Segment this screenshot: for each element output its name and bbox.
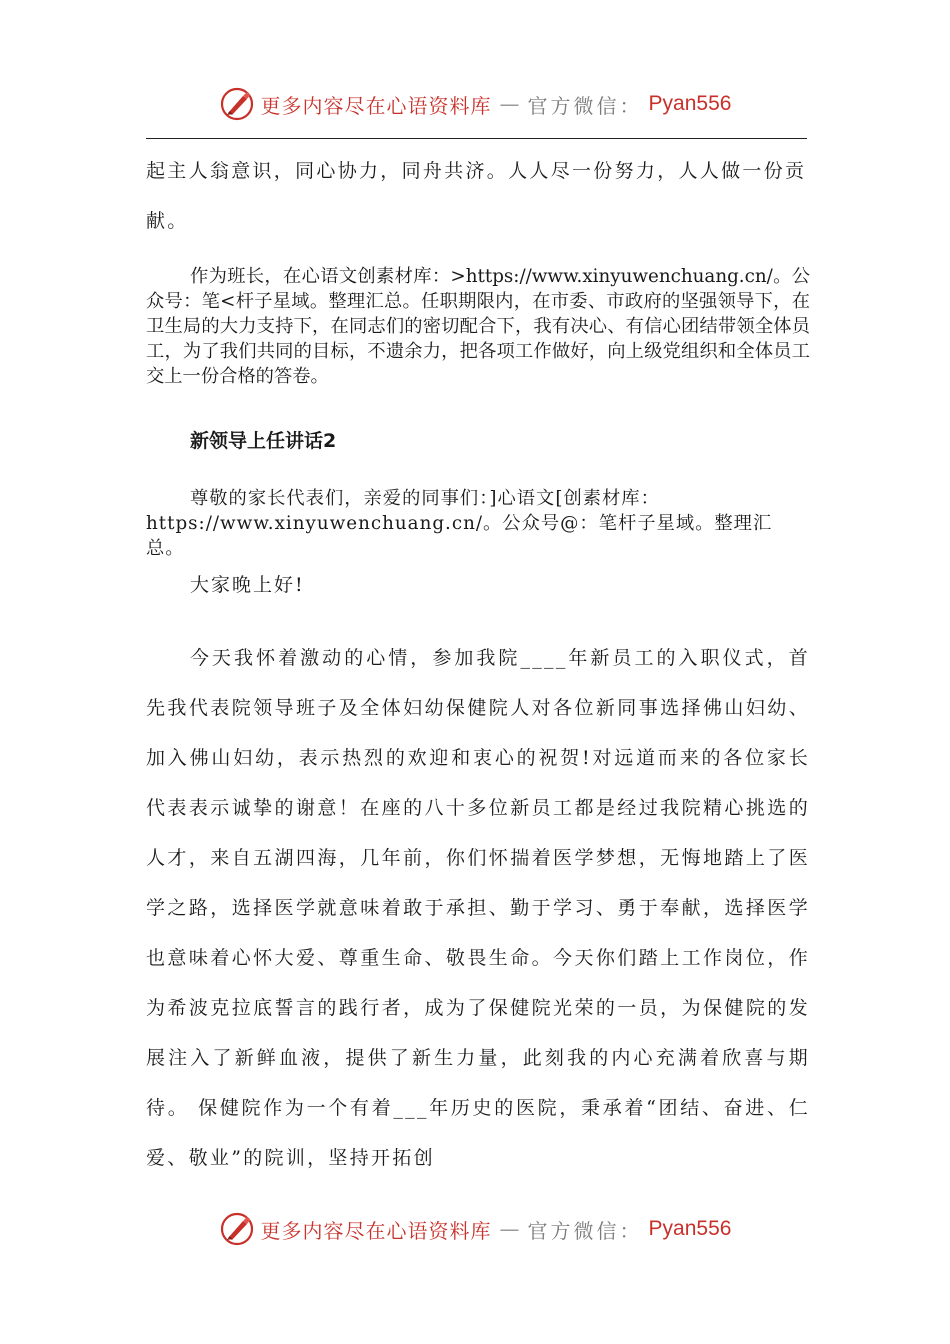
footer-dash: — — [499, 1217, 520, 1241]
pen-quill-logo-icon — [219, 86, 255, 122]
footer-brand-text: 更多内容尽在心语资料库 — [260, 1218, 492, 1243]
footer-banner-content — [219, 1211, 732, 1247]
header-banner-content — [219, 86, 732, 122]
footer-contact-id: Pyan556 — [648, 1217, 732, 1240]
header-divider — [146, 138, 807, 139]
section-heading: 新领导上任讲话2 — [190, 430, 337, 452]
footer-contact-label: 官方微信： — [527, 1218, 643, 1243]
header-contact-id: Pyan556 — [648, 92, 732, 115]
body-paragraph-3: 尊敬的家长代表们，亲爱的同事们：]心语文[创素材库：https://www.xinyuwenchuang.cn/。公众号@：笔杆子星域。整理汇总。 — [146, 488, 773, 559]
footer-banner — [0, 1207, 950, 1251]
greeting-line: 大家晚上好! — [190, 574, 305, 596]
body-paragraph-2: 作为班长，在心语文创素材库：>https://www.xinyuwenchuang.cn/。公众号：笔<杆子星域。整理汇总。任职期限内，在市委、市政府的坚强领导下，在卫生局的大力支持下，在同志们的密切配合下，我有决心、有信心团结带领全体员工，为了我们共同的目标，不遗余力，把各项工作做好，向上级党组织和全体员工交上一份合格的答卷。 — [146, 266, 810, 387]
header-brand-text: 更多内容尽在心语资料库 — [260, 93, 492, 118]
body-paragraph-5: 今天我怀着激动的心情，参加我院____年新员工的入职仪式，首先我代表院领导班子及全体妇幼保健院人对各位新同事选择佛山妇幼、加入佛山妇幼，表示热烈的欢迎和衷心的祝贺!对远道而来的各位家长代表表示诚挚的谢意！在座的八十多位新员工都是经过我院精心挑选的人才，来自五湖四海，几年前，你们怀揣着医学梦想，无悔地踏上了医学之路，选择医学就意味着敢于承担、勤于学习、勇于奉献，选择医学也意味着心怀大爱、尊重生命、敬畏生命。今天你们踏上工作岗位，作为希波克拉底誓言的践行者，成为了保健院光荣的一员，为保健院的发展注入了新鲜血液，提供了新生力量，此刻我的内心充满着欣喜与期待。 保健院作为一个有着___年历史的医院，秉承着“团结、奋进、仁爱、敬业”的院训，坚持开拓创 — [146, 647, 810, 1169]
header-contact-label: 官方微信： — [527, 93, 643, 118]
header-dash: — — [499, 92, 520, 116]
header-banner — [0, 82, 950, 126]
pen-quill-logo-icon — [219, 1211, 255, 1247]
body-paragraph-1: 起主人翁意识，同心协力，同舟共济。人人尽一份努力，人人做一份贡献。 — [146, 160, 807, 232]
